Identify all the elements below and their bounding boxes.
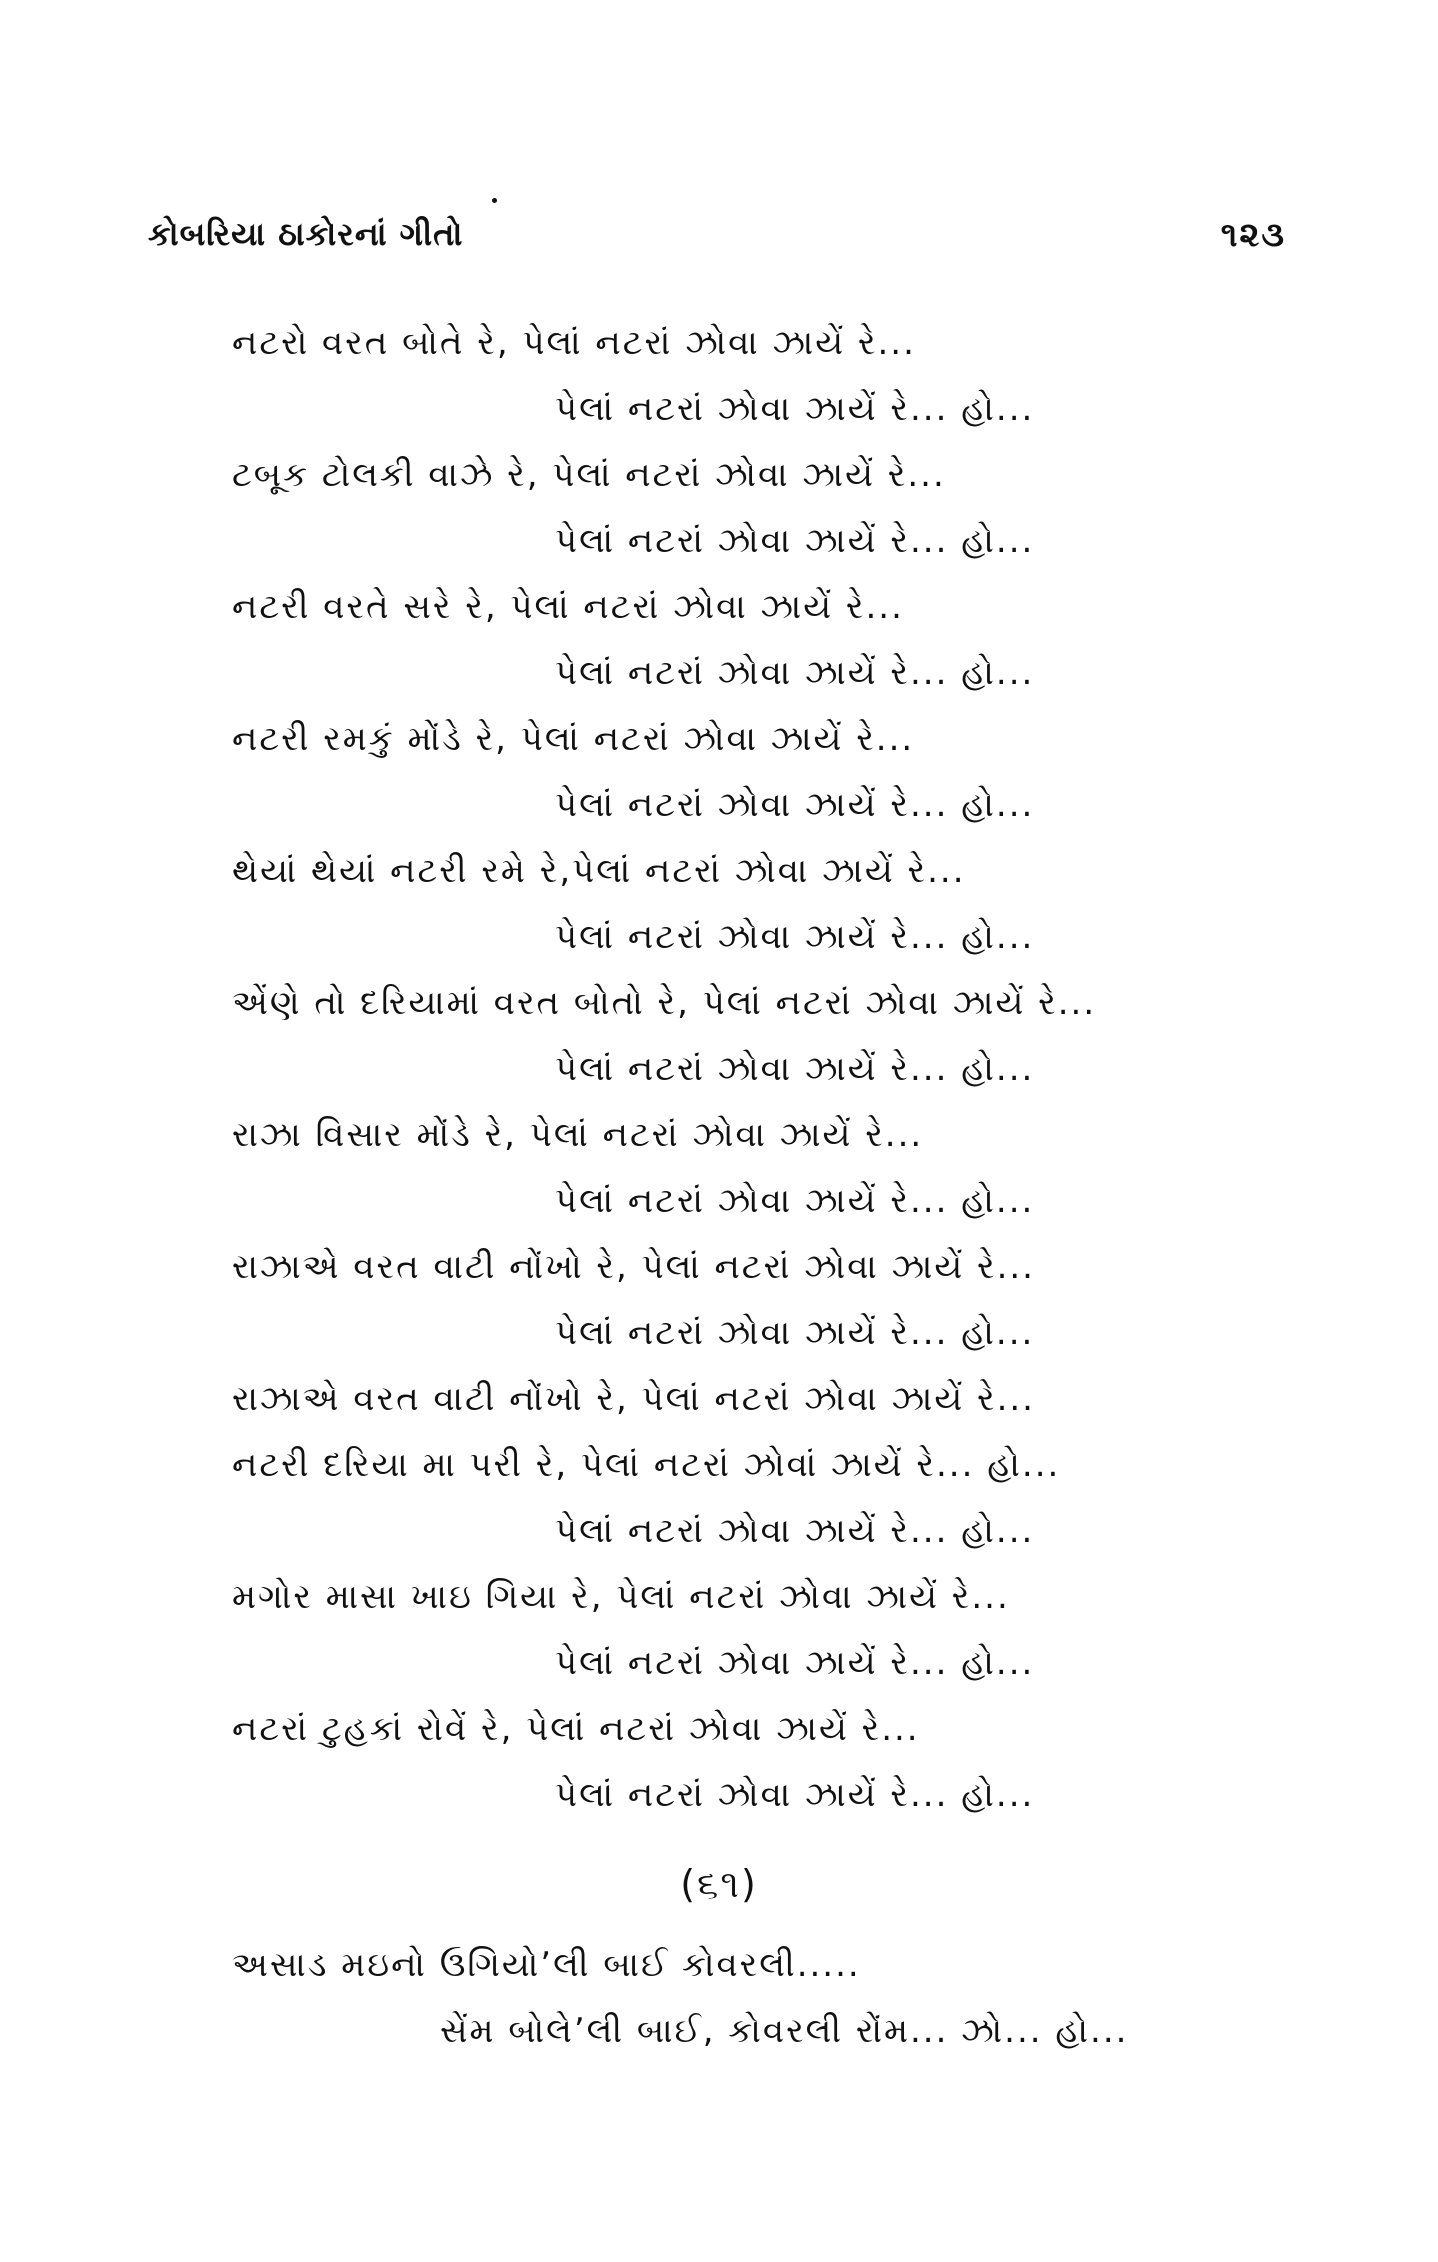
running-header-title: કોબરિયા ઠાકોરનાં ગીતો bbox=[148, 215, 464, 253]
refrain-line: પેલાં નટરાં ઝોવા ઝાયેં રે... હો... bbox=[555, 785, 1035, 825]
refrain-line: પેલાં નટરાં ઝોવા ઝાયેં રે... હો... bbox=[555, 917, 1035, 957]
next-song-text bbox=[0, 1932, 1438, 2064]
verse-line: નટરી વરતે સરે રે, પેલાં નટરાં ઝોવા ઝાયેં રે... bbox=[232, 587, 904, 627]
page-number: ૧૨૩ bbox=[1220, 215, 1286, 255]
verse-line: એંણે તો દરિયામાં વરત બોતો રે, પેલાં નટરાં ઝોવા ઝાયેં રે... bbox=[232, 983, 1097, 1023]
song-text bbox=[0, 310, 1438, 1828]
refrain-line: પેલાં નટરાં ઝોવા ઝાયેં રે... હો... bbox=[555, 389, 1035, 429]
verse-line: રાઝાએ વરત વાટી નોંખો રે, પેલાં નટરાં ઝોવા ઝાયેં રે... bbox=[232, 1247, 1035, 1287]
refrain-line: પેલાં નટરાં ઝોવા ઝાયેં રે... હો... bbox=[555, 1313, 1035, 1353]
refrain-line: પેલાં નટરાં ઝોવા ઝાયેં રે... હો... bbox=[555, 1181, 1035, 1221]
verse-line: નટરી રમકું મોંડે રે, પેલાં નટરાં ઝોવા ઝાયેં રે... bbox=[232, 719, 915, 759]
refrain-line: પેલાં નટરાં ઝોવા ઝાયેં રે... હો... bbox=[555, 1775, 1035, 1815]
verse-line: નટરાં ટુહકાં રોવેં રે, પેલાં નટરાં ઝોવા ઝાયેં રે... bbox=[232, 1709, 920, 1749]
verse-line: નટરી દરિયા મા પરી રે, પેલાં નટરાં ઝોવાં ઝાયેં રે... હો... bbox=[232, 1445, 1061, 1485]
verse-line: ટબૂક ટોલકી વાઝે રે, પેલાં નટરાં ઝોવા ઝાયેં રે... bbox=[232, 455, 946, 495]
verse-line: રાઝાએ વરત વાટી નોંખો રે, પેલાં નટરાં ઝોવા ઝાયેં રે... bbox=[232, 1379, 1035, 1419]
song-number-heading: (૬૧) bbox=[680, 1862, 758, 1906]
refrain-line: સેંમ બોલે’લી બાઈ, કોવરલી રોંમ... ઝો... હો... bbox=[440, 2011, 1129, 2051]
refrain-line: પેલાં નટરાં ઝોવા ઝાયેં રે... હો... bbox=[555, 1511, 1035, 1551]
refrain-line: પેલાં નટરાં ઝોવા ઝાયેં રે... હો... bbox=[555, 1643, 1035, 1683]
verse-line: રાઝા વિસાર મોંડે રે, પેલાં નટરાં ઝોવા ઝાયેં રે... bbox=[232, 1115, 924, 1155]
verse-line: મગોર માસા ખાઇ ગિયા રે, પેલાં નટરાં ઝોવા ઝાયેં રે... bbox=[232, 1577, 1010, 1617]
verse-line: નટરો વરત બોતે રે, પેલાં નટરાં ઝોવા ઝાયેં રે... bbox=[232, 323, 916, 363]
ink-dot bbox=[492, 198, 497, 203]
verse-line: થેયાં થેયાં નટરી રમે રે,પેલાં નટરાં ઝોવા ઝાયેં રે... bbox=[232, 851, 966, 891]
verse-line: અસાડ મઇનો ઉગિયો’લી બાઈ કોવરલી..... bbox=[232, 1945, 861, 1985]
refrain-line: પેલાં નટરાં ઝોવા ઝાયેં રે... હો... bbox=[555, 653, 1035, 693]
refrain-line: પેલાં નટરાં ઝોવા ઝાયેં રે... હો... bbox=[555, 521, 1035, 561]
refrain-line: પેલાં નટરાં ઝોવા ઝાયેં રે... હો... bbox=[555, 1049, 1035, 1089]
